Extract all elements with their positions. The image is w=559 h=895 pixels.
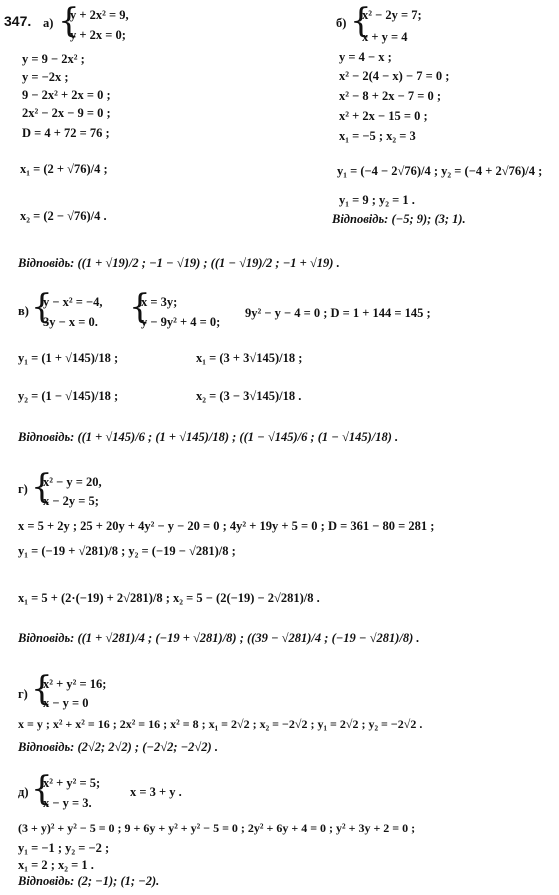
g1-step-3: x₁ = 5 + (2·(−19) + 2√281)/8 ; x₂ = 5 − (2(−19) − 2√281)/8 . <box>18 591 320 605</box>
g2-system-eq1: x² + y² = 16; <box>43 677 107 691</box>
part-g2-label: г) <box>18 687 28 701</box>
a-step-3: 9 − 2x² + 2x = 0 ; <box>22 88 111 102</box>
v-step-4: x₂ = (3 − 3√145)/18 . <box>196 389 302 403</box>
g1-step-2: y₁ = (−19 + √281)/8 ; y₂ = (−19 − √281)/8 ; <box>18 544 236 558</box>
part-b-label: б) <box>336 16 347 30</box>
system-brace: { <box>350 1 372 41</box>
part-d-label: д) <box>18 785 29 799</box>
g2-step-1: x = y ; x² + x² = 16 ; 2x² = 16 ; x² = 8 ; x₁ = 2√2 ; x₂ = −2√2 ; y₁ = 2√2 ; y₂ = −2√2 . <box>18 717 423 731</box>
a-step-5: D = 4 + 72 = 76 ; <box>22 126 110 140</box>
d-step-3: x₁ = 2 ; x₂ = 1 . <box>18 858 94 872</box>
a-system-eq1: y + 2x² = 9, <box>70 8 129 22</box>
v-system1-eq1: y − x² = −4, <box>43 295 103 309</box>
part-v-label: в) <box>18 304 29 318</box>
b-step-1: y = 4 − x ; <box>339 50 392 64</box>
a-step-2: y = −2x ; <box>22 70 69 84</box>
v-equation: 9y² − y − 4 = 0 ; D = 1 + 144 = 145 ; <box>245 306 431 320</box>
g2-answer: Відповідь: (2√2; 2√2) ; (−2√2; −2√2) . <box>18 740 218 754</box>
d-step-1: (3 + y)² + y² − 5 = 0 ; 9 + 6y + y² + y² − 5 = 0 ; 2y² + 6y + 4 = 0 ; y² + 3y + 2 = 0 ; <box>18 821 416 835</box>
a-step-1: y = 9 − 2x² ; <box>22 52 85 66</box>
b-step-2: x² − 2(4 − x) − 7 = 0 ; <box>339 69 450 83</box>
a-step-4: 2x² − 2x − 9 = 0 ; <box>22 106 111 120</box>
a-answer: Відповідь: ((1 + √19)/2 ; −1 − √19) ; ((1 − √19)/2 ; −1 + √19) . <box>18 256 340 270</box>
g1-answer: Відповідь: ((1 + √281)/4 ; (−19 + √281)/8) ; ((39 − √281)/4 ; (−19 − √281)/8) . <box>18 631 420 645</box>
system-brace: { <box>31 287 53 327</box>
b-step-3: x² − 8 + 2x − 7 = 0 ; <box>339 89 442 103</box>
v-step-3: y₂ = (1 − √145)/18 ; <box>18 389 119 403</box>
b-system-eq1: x² − 2y = 7; <box>362 8 422 22</box>
g1-step-1: x = 5 + 2y ; 25 + 20y + 4y² − y − 20 = 0 ; 4y² + 19y + 5 = 0 ; D = 361 − 80 = 281 ; <box>18 519 435 533</box>
a-step-7: x₂ = (2 − √76)/4 . <box>20 209 107 223</box>
v-step-2: x₁ = (3 + 3√145)/18 ; <box>196 351 303 365</box>
b-answer: Відповідь: (−5; 9); (3; 1). <box>332 212 466 226</box>
v-system2-eq1: x = 3y; <box>141 295 178 309</box>
d-answer: Відповідь: (2; −1); (1; −2). <box>18 874 160 888</box>
v-system1-eq2: 3y − x = 0. <box>43 315 98 329</box>
d-system-eq1: x² + y² = 5; <box>43 776 101 790</box>
g1-system-eq2: x − 2y = 5; <box>43 494 99 508</box>
system-brace: { <box>31 669 53 709</box>
part-g1-label: г) <box>18 482 28 496</box>
d-step-2: y₁ = −1 ; y₂ = −2 ; <box>18 841 110 855</box>
system-brace: { <box>31 769 53 809</box>
b-step-4: x² + 2x − 15 = 0 ; <box>339 109 428 123</box>
v-system2-eq2: y − 9y² + 4 = 0; <box>141 315 221 329</box>
g1-system-eq1: x² − y = 20, <box>43 475 102 489</box>
problem-number: 347. <box>4 13 32 29</box>
system-brace: { <box>58 1 80 41</box>
v-step-1: y₁ = (1 + √145)/18 ; <box>18 351 119 365</box>
b-step-6: y₁ = (−4 − 2√76)/4 ; y₂ = (−4 + 2√76)/4 ; <box>337 164 543 178</box>
d-substitution: x = 3 + y . <box>130 785 182 799</box>
b-step-7: y₁ = 9 ; y₂ = 1 . <box>339 193 415 207</box>
v-answer: Відповідь: ((1 + √145)/6 ; (1 + √145)/18) ; ((1 − √145)/6 ; (1 − √145)/18) . <box>18 430 399 444</box>
d-system-eq2: x − y = 3. <box>43 796 92 810</box>
b-step-5: x₁ = −5 ; x₂ = 3 <box>339 129 416 143</box>
system-brace: { <box>129 287 151 327</box>
b-system-eq2: x + y = 4 <box>362 30 408 44</box>
part-a-label: а) <box>43 16 54 30</box>
system-brace: { <box>31 467 53 507</box>
a-step-6: x₁ = (2 + √76)/4 ; <box>20 162 108 176</box>
g2-system-eq2: x − y = 0 <box>43 696 89 710</box>
a-system-eq2: y + 2x = 0; <box>70 28 126 42</box>
